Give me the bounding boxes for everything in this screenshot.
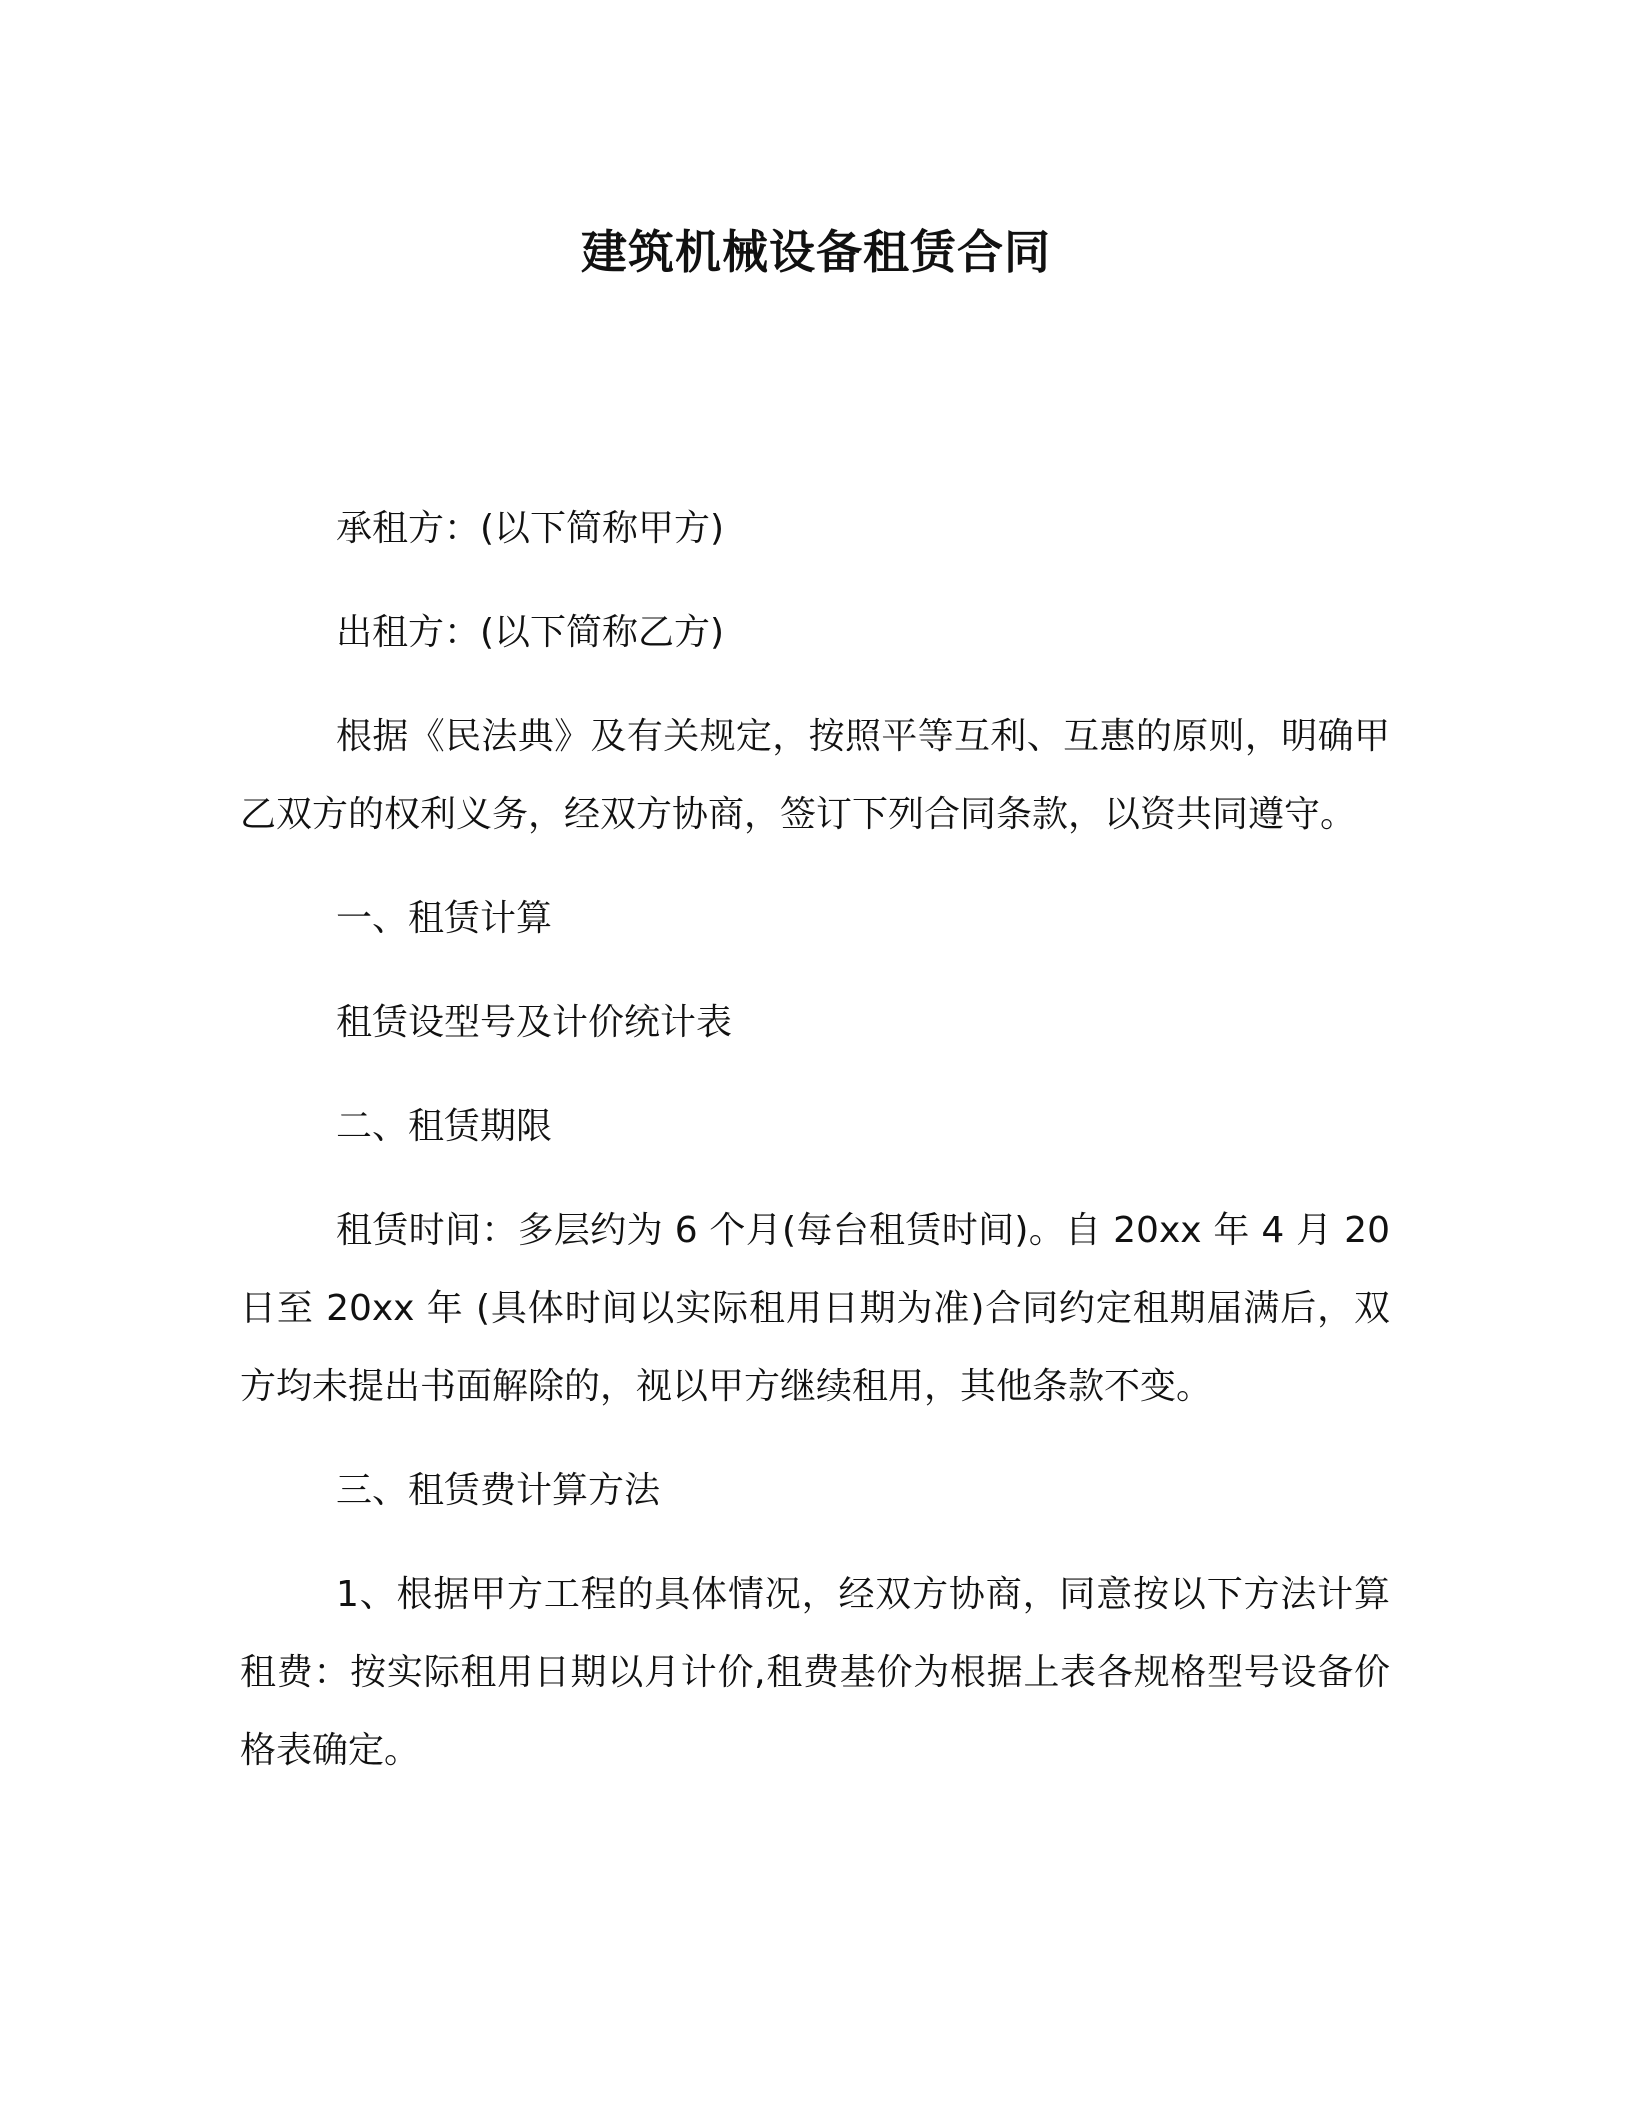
preamble-paragraph: 根据《民法典》及有关规定，按照平等互利、互惠的原则，明确甲乙双方的权利义务，经双方协商，签订下列合同条款，以资共同遵守。	[240, 716, 1390, 835]
lease-term-paragraph: 租赁时间：多层约为 6 个月(每台租赁时间)。自 20xx 年 4 月 20 日至 20xx 年 (具体时间以实际租用日期为准)合同约定租期届满后，双方均未提出书面解除的，视以甲方继续租用，其他条款不变。	[240, 1210, 1390, 1407]
section-heading-2: 二、租赁期限	[336, 1106, 553, 1147]
lessor-line: 出租方：(以下简称乙方)	[336, 612, 725, 653]
equipment-table-caption: 租赁设型号及计价统计表	[336, 1002, 733, 1043]
fee-calculation-paragraph: 1、根据甲方工程的具体情况，经双方协商，同意按以下方法计算租费：按实际租用日期以月计价,租费基价为根据上表各规格型号设备价格表确定。	[240, 1574, 1390, 1771]
lessee-line: 承租方：(以下简称甲方)	[336, 508, 725, 549]
document-body	[240, 490, 1390, 1816]
document-title: 建筑机械设备租赁合同	[581, 225, 1051, 279]
section-heading-1: 一、租赁计算	[336, 898, 553, 939]
section-heading-3: 三、租赁费计算方法	[336, 1470, 661, 1511]
